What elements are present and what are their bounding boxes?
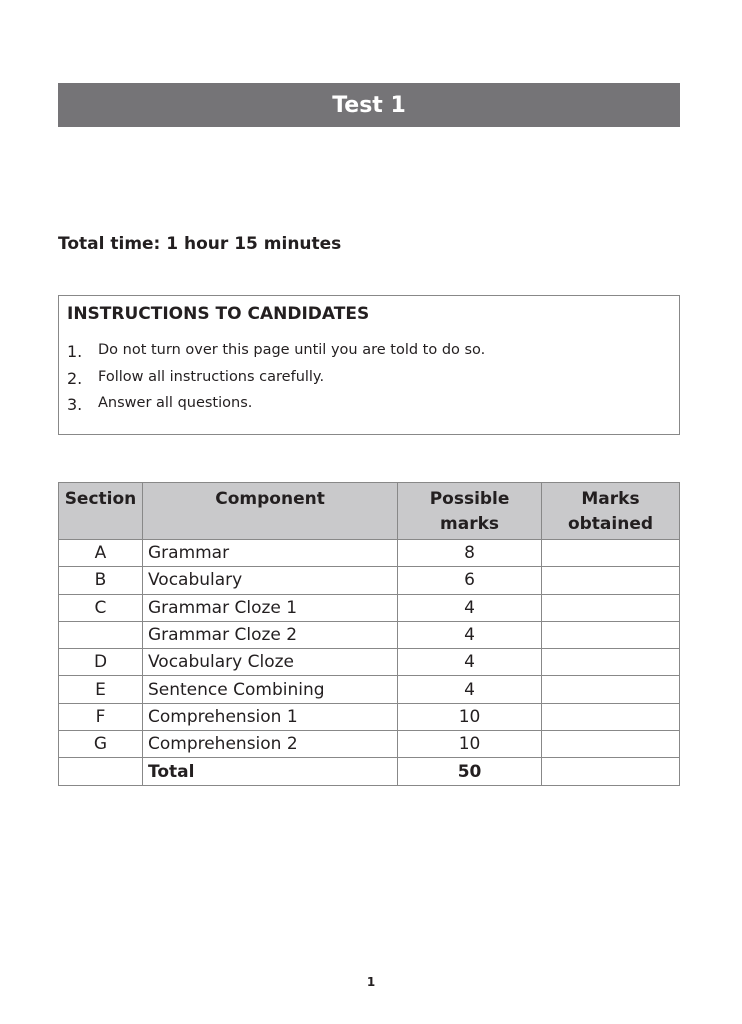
instructions-list (67, 342, 485, 422)
instruction-number: 3. (67, 395, 83, 414)
cell-marks-obtained (542, 731, 680, 758)
cell-component: Grammar Cloze 2 (142, 621, 397, 648)
cell-component: Grammar (142, 540, 397, 567)
table-row (59, 621, 680, 648)
cell-section: C (59, 594, 143, 621)
cell-section: E (59, 676, 143, 703)
instruction-number: 1. (67, 342, 83, 361)
instruction-text: Answer all questions. (98, 395, 253, 411)
instruction-item (67, 342, 485, 369)
cell-component: Comprehension 2 (142, 731, 397, 758)
cell-section (59, 621, 143, 648)
cell-section (59, 758, 143, 785)
table-row (59, 567, 680, 594)
cell-possible-marks: 10 (398, 731, 542, 758)
instruction-item (67, 369, 485, 396)
cell-section: A (59, 540, 143, 567)
page-number: 1 (366, 975, 376, 989)
cell-section: B (59, 567, 143, 594)
table-row (59, 676, 680, 703)
table-row (59, 594, 680, 621)
instructions-box (58, 295, 680, 435)
table-row (59, 731, 680, 758)
instruction-item (67, 395, 485, 422)
cell-possible-marks: 4 (398, 676, 542, 703)
header-possible-marks: Possible marks (398, 483, 542, 540)
cell-possible-marks: 10 (398, 703, 542, 730)
header-component: Component (142, 483, 397, 540)
table-row (59, 649, 680, 676)
cell-section: F (59, 703, 143, 730)
marks-table (58, 482, 680, 786)
instruction-number: 2. (67, 368, 83, 388)
cell-marks-obtained (542, 758, 680, 785)
cell-section: D (59, 649, 143, 676)
cell-possible-marks: 8 (398, 540, 542, 567)
cell-possible-marks: 4 (398, 649, 542, 676)
cell-marks-obtained (542, 649, 680, 676)
cell-possible-marks: 50 (398, 758, 542, 785)
cell-component: Comprehension 1 (142, 703, 397, 730)
table-header-row (59, 483, 680, 540)
instructions-heading: INSTRUCTIONS TO CANDIDATES (67, 304, 370, 324)
instruction-text: Follow all instructions carefully. (98, 368, 325, 385)
cell-marks-obtained (542, 567, 680, 594)
cell-component: Sentence Combining (142, 676, 397, 703)
table-row (59, 703, 680, 730)
cell-possible-marks: 4 (398, 621, 542, 648)
total-time: Total time: 1 hour 15 minutes (58, 234, 342, 254)
cell-component: Total (142, 758, 397, 785)
page-title: Test 1 (58, 83, 680, 127)
cell-component: Vocabulary Cloze (142, 649, 397, 676)
cell-section: G (59, 731, 143, 758)
cell-possible-marks: 6 (398, 567, 542, 594)
cell-marks-obtained (542, 621, 680, 648)
cell-possible-marks: 4 (398, 594, 542, 621)
table-total-row (59, 758, 680, 785)
header-section: Section (59, 483, 143, 540)
cell-marks-obtained (542, 594, 680, 621)
cell-component: Vocabulary (142, 567, 397, 594)
header-marks-obtained: Marks obtained (542, 483, 680, 540)
cell-component: Grammar Cloze 1 (142, 594, 397, 621)
cell-marks-obtained (542, 540, 680, 567)
instruction-text: Do not turn over this page until you are told to do so. (98, 342, 486, 358)
cell-marks-obtained (542, 676, 680, 703)
cell-marks-obtained (542, 703, 680, 730)
table-row (59, 540, 680, 567)
